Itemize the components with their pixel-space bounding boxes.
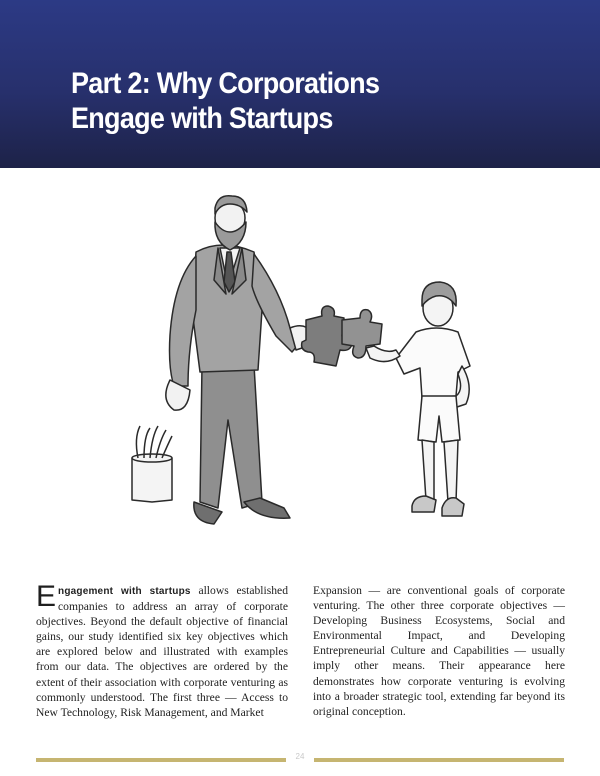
header-banner [0, 0, 600, 168]
page-title [71, 66, 379, 136]
footer-rule-right [314, 758, 564, 762]
page-number: 24 [295, 752, 305, 761]
lead-in-text: ngagement with startups [58, 586, 191, 597]
businessman-figure [166, 196, 312, 524]
drop-cap: E [36, 580, 57, 613]
body-column-left [36, 580, 288, 720]
footer-rule-left [36, 758, 286, 762]
title-line-1: Part 2: Why Corporations [71, 67, 380, 100]
paint-bucket-icon [132, 426, 172, 502]
body-column-right [313, 583, 565, 719]
businessman-and-child-illustration [130, 190, 490, 550]
right-column-text: Expansion — are conventional goals of corporate venturing. The other three corporate objectives — Developing Business Ecosystems, Social and Environmental Impact, and Developing Entrepreneurial Culture and Capabilities — usually imply other means. Their appearance here demonstrates how corporate venturing is evolving into a broader strategic tool, extending far beyond its original conception. [313, 584, 565, 718]
title-line-2: Engage with Startups [71, 102, 333, 135]
left-column-text: allows established companies to address an array of corporate objectives. Beyond the default objective of financial gains, our study identified six key objectives which are explored below and illustrated with examples from our data. The objectives are ordered by the extent of their association with corporate venturing as commonly understood. The first three — Access to New Technology, Risk Management, and Market [36, 584, 288, 719]
child-figure [366, 282, 470, 516]
